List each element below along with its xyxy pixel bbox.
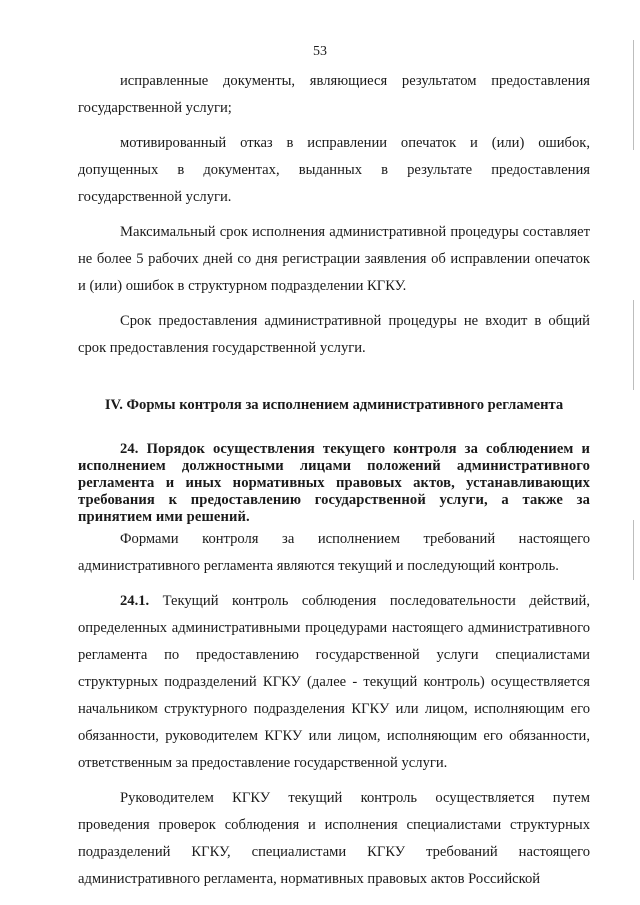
clause-24-1-supervisor-paragraph: Руководителем КГКУ текущий контроль осуществляется путем проведения проверок соблюдения и исполнения специалистами структурных подразделений КГКУ, специалистами КГКУ требований настоящего административного регламента, нормативных правовых актов Российской [78, 790, 590, 887]
page-number: 53 [313, 44, 327, 59]
section-title: IV. Формы контроля за исполнением административного регламента [104, 397, 564, 413]
scan-edge-mark [633, 520, 634, 580]
paragraph-corrected-documents: исправленные документы, являющиеся результатом предоставления государственной услуги; [78, 73, 590, 116]
scan-edge-mark [633, 300, 634, 390]
clause-24-text: Формами контроля за исполнением требований настоящего административного регламента являются текущий и последующий контроль. [78, 531, 590, 574]
paragraph-term-not-included: Срок предоставления административной процедуры не входит в общий срок предоставления государственной услуги. [78, 313, 590, 356]
clause-24-1-number: 24.1. [120, 593, 150, 609]
scan-edge-mark [633, 40, 634, 150]
page-content [78, 68, 590, 893]
paragraph-max-term: Максимальный срок исполнения административной процедуры составляет не более 5 рабочих дней со дня регистрации заявления об исправлении опечаток и (или) ошибок в структурном подразделении КГКУ. [78, 224, 590, 294]
clause-24-heading: 24. Порядок осуществления текущего контроля за соблюдением и исполнением должностными лицами положений административного регламента и иных нормативных правовых актов, устанавливающих требования к предоставлению государственной услуги, а также за принятием ими решений. [78, 441, 590, 525]
clause-24-1-paragraph [78, 588, 590, 777]
paragraph-motivated-refusal: мотивированный отказ в исправлении опечаток и (или) ошибок, допущенных в документах, выданных в результате предоставления государственной услуги. [78, 135, 590, 205]
clause-24-1-text: Текущий контроль соблюдения последовательности действий, определенных административными процедурами настоящего административного регламента по предоставлению государственной услуги специалистами структурных подразделений КГКУ (далее - текущий контроль) осуществляется начальником структурного подразделения КГКУ или лицом, исполняющим его обязанности, руководителем КГКУ или лицом, исполняющим его обязанности, ответственным за предоставление государственной услуги. [78, 593, 590, 771]
